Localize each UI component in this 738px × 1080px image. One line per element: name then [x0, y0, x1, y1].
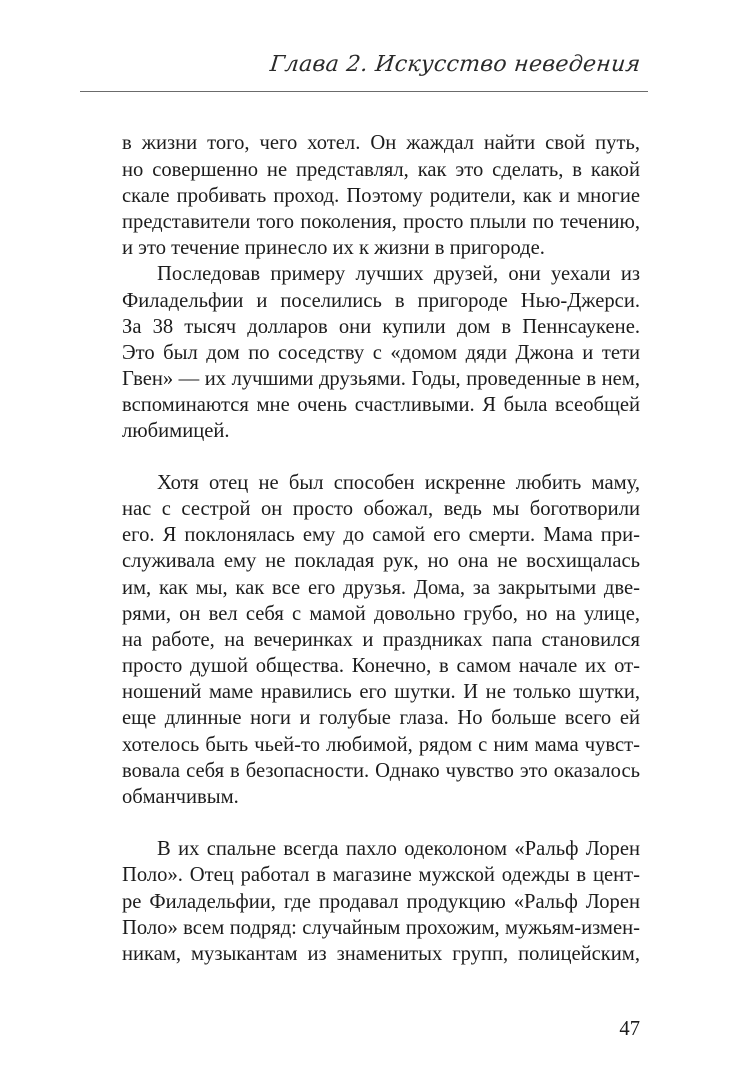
text-line: В их спальне всегда пахло одеколоном «Ральф Лорен [157, 838, 640, 860]
chapter-running-header: Глава 2. Искусство неведения [268, 52, 642, 77]
text-line: хотелось быть чьей-то любимой, рядом с ним мама чувст- [122, 734, 640, 756]
text-line: представители того поколения, просто плыли по течению, [122, 211, 640, 233]
text-line: Гвен» — их лучшими друзьями. Годы, проведенные в нем, [122, 368, 640, 390]
text-line: вспоминаются мне очень счастливыми. Я была всеобщей [122, 394, 640, 416]
text-line: Это был дом по соседству с «домом дяди Джона и тети [122, 342, 640, 364]
text-line: и это течение принесло их к жизни в пригороде. [122, 237, 545, 259]
text-line: его. Я поклонялась ему до самой его смерти. Мама при- [122, 524, 640, 546]
text-line: любимицей. [122, 420, 230, 442]
text-line: нас с сестрой он просто обожал, ведь мы боготворили [122, 498, 640, 520]
text-line: ношений маме нравились его шутки. И не только шутки, [122, 681, 640, 703]
text-line: рями, он вел себя с мамой довольно грубо, но на улице, [122, 603, 640, 625]
text-line: служивала ему не покладая рук, но она не восхищалась [122, 550, 640, 572]
text-line: скале пробивать проход. Поэтому родители, как и многие [122, 185, 640, 207]
text-line: просто душой общества. Конечно, в самом начале их от- [122, 655, 640, 677]
text-line: Филадельфии и поселились в пригороде Нью-Джерси. [122, 290, 640, 312]
text-line: еще длинные ноги и голубые глаза. Но больше всего ей [122, 707, 640, 729]
text-line: им, как мы, как все его друзья. Дома, за закрытыми две- [122, 577, 640, 599]
page-number: 47 [619, 1018, 640, 1040]
text-line: вовала себя в безопасности. Однако чувство это оказалось [122, 760, 640, 782]
text-line: Поло» всем подряд: случайным прохожим, мужьям-измен- [122, 917, 640, 939]
text-line: ре Филадельфии, где продавал продукцию «Ральф Лорен [122, 891, 640, 913]
text-line: обманчивым. [122, 786, 239, 808]
text-line: в жизни того, чего хотел. Он жаждал найти свой путь, [122, 132, 640, 154]
text-line: За 38 тысяч долларов они купили дом в Пеннсаукене. [122, 316, 640, 338]
header-divider [80, 91, 648, 92]
text-line: на работе, на вечеринках и праздниках папа становился [122, 629, 640, 651]
text-line: Хотя отец не был способен искренне любить маму, [157, 472, 640, 494]
text-line: Последовав примеру лучших друзей, они уехали из [157, 263, 640, 285]
text-line: никам, музыкантам из знаменитых групп, полицейским, [122, 943, 640, 965]
text-line: Поло». Отец работал в магазине мужской одежды в цент- [122, 864, 640, 886]
text-line: но совершенно не представлял, как это сделать, в какой [122, 159, 640, 181]
